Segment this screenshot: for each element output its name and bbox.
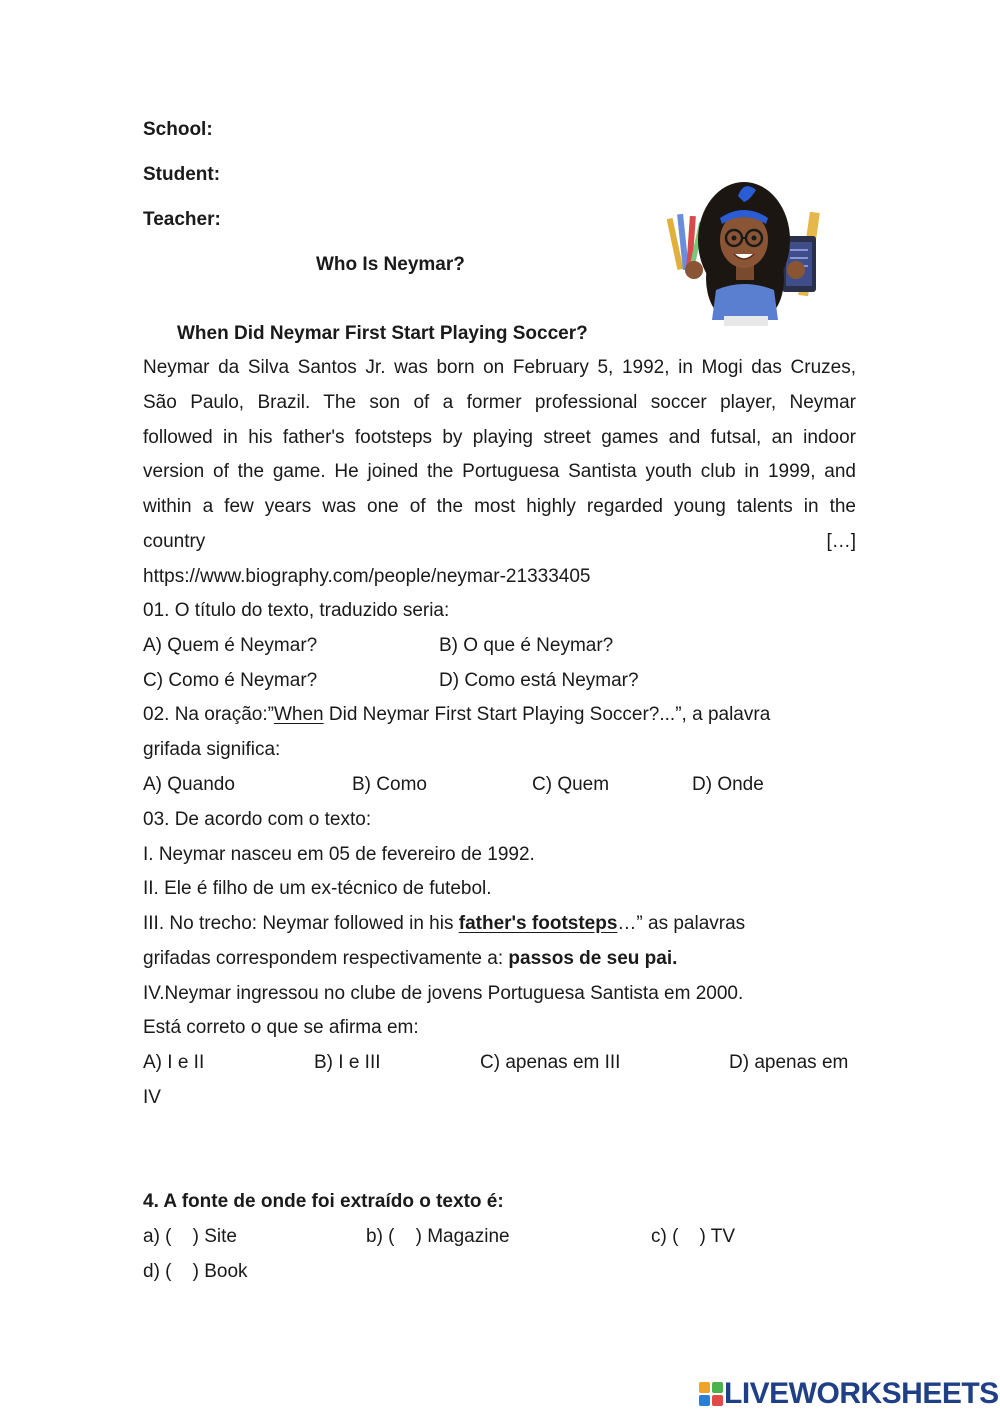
q3-prompt: 03. De acordo com o texto: — [143, 809, 372, 830]
liveworksheets-logo — [698, 1376, 999, 1412]
q3-question: Está correto o que se afirma em: — [143, 1017, 419, 1038]
q3-item-3-post: …” as palavras — [617, 913, 746, 934]
passage-line — [143, 455, 856, 490]
q2-prompt-pre: 02. Na oração:” — [143, 704, 274, 725]
q3-item-3-pre: III. No trecho: Neymar followed in his — [143, 913, 459, 934]
passage-last-word: country — [143, 530, 206, 552]
q3-option-b[interactable]: B) I e III — [314, 1052, 381, 1073]
reading-passage — [143, 351, 856, 560]
q4-option-c[interactable]: c) ( ) TV — [651, 1226, 736, 1247]
student-label: Student: — [143, 164, 221, 185]
q3-option-c[interactable]: C) apenas em III — [480, 1052, 621, 1073]
q3-item-3-bold: father's footsteps — [458, 913, 618, 934]
page-title: Who Is Neymar? — [316, 254, 465, 275]
q4-option-d[interactable]: d) ( ) Book — [143, 1261, 248, 1282]
passage-line — [143, 386, 856, 421]
q3-option-a[interactable]: A) I e II — [143, 1052, 205, 1073]
passage-line — [143, 351, 856, 386]
q2-prompt — [143, 703, 770, 727]
section-heading: When Did Neymar First Start Playing Soccer? — [177, 323, 588, 344]
q3-item-1: I. Neymar nasceu em 05 de fevereiro de 1992. — [143, 844, 535, 865]
passage-line-text: followed in his father's footsteps by playing street games and futsal, an indoor — [143, 426, 856, 448]
passage-line-text: São Paulo, Brazil. The son of a former professional soccer player, Neymar — [143, 391, 856, 413]
q4-option-b[interactable]: b) ( ) Magazine — [366, 1226, 510, 1247]
q4-prompt: 4. A fonte de onde foi extraído o texto é: — [143, 1191, 504, 1212]
q3-item-2: II. Ele é filho de um ex-técnico de futebol. — [143, 878, 492, 899]
q3-option-d-wrap: IV — [143, 1087, 161, 1108]
liveworksheets-logo-text: LIVEWORKSHEETS — [724, 1377, 999, 1410]
q1-prompt: 01. O título do texto, traduzido seria: — [143, 600, 450, 621]
q4-option-a[interactable]: a) ( ) Site — [143, 1226, 237, 1247]
q1-option-a[interactable]: A) Quem é Neymar? — [143, 635, 318, 656]
liveworksheets-logo-icon — [698, 1380, 724, 1408]
q3-item-3-line2-pre: grifadas correspondem respectivamente a: — [143, 948, 509, 969]
passage-line — [143, 421, 856, 456]
source-url: https://www.biography.com/people/neymar-21333405 — [143, 566, 591, 587]
teacher-label: Teacher: — [143, 209, 221, 230]
passage-line-text: version of the game. He joined the Portuguesa Santista youth club in 1999, and — [143, 461, 856, 483]
q2-prompt-post: Did Neymar First Start Playing Soccer?...”, a palavra — [323, 704, 771, 725]
school-label: School: — [143, 119, 213, 140]
teacher-avatar-illustration — [664, 170, 836, 330]
passage-line — [143, 490, 856, 525]
q2-option-a[interactable]: A) Quando — [143, 774, 235, 795]
q2-option-d[interactable]: D) Onde — [692, 774, 764, 795]
q2-underlined-word: When — [273, 704, 324, 725]
passage-line-text: within a few years was one of the most highly regarded young talents in the — [143, 496, 856, 518]
q1-option-c[interactable]: C) Como é Neymar? — [143, 670, 318, 691]
q3-item-3-line2-bold: passos de seu pai. — [508, 948, 678, 969]
passage-line — [143, 525, 856, 560]
q2-option-c[interactable]: C) Quem — [532, 774, 610, 795]
q1-option-d[interactable]: D) Como está Neymar? — [439, 670, 639, 691]
passage-line-text: Neymar da Silva Santos Jr. was born on February 5, 1992, in Mogi das Cruzes, — [143, 357, 856, 378]
q3-item-4: IV.Neymar ingressou no clube de jovens Portuguesa Santista em 2000. — [143, 983, 744, 1004]
q2-option-b[interactable]: B) Como — [352, 774, 427, 795]
q2-prompt-line2: grifada significa: — [143, 739, 281, 760]
q3-item-3 — [143, 912, 745, 936]
q3-option-d[interactable]: D) apenas em — [729, 1052, 849, 1073]
passage-ellipsis: […] — [826, 530, 856, 552]
q3-item-3-line2 — [143, 947, 677, 971]
q1-option-b[interactable]: B) O que é Neymar? — [439, 635, 614, 656]
